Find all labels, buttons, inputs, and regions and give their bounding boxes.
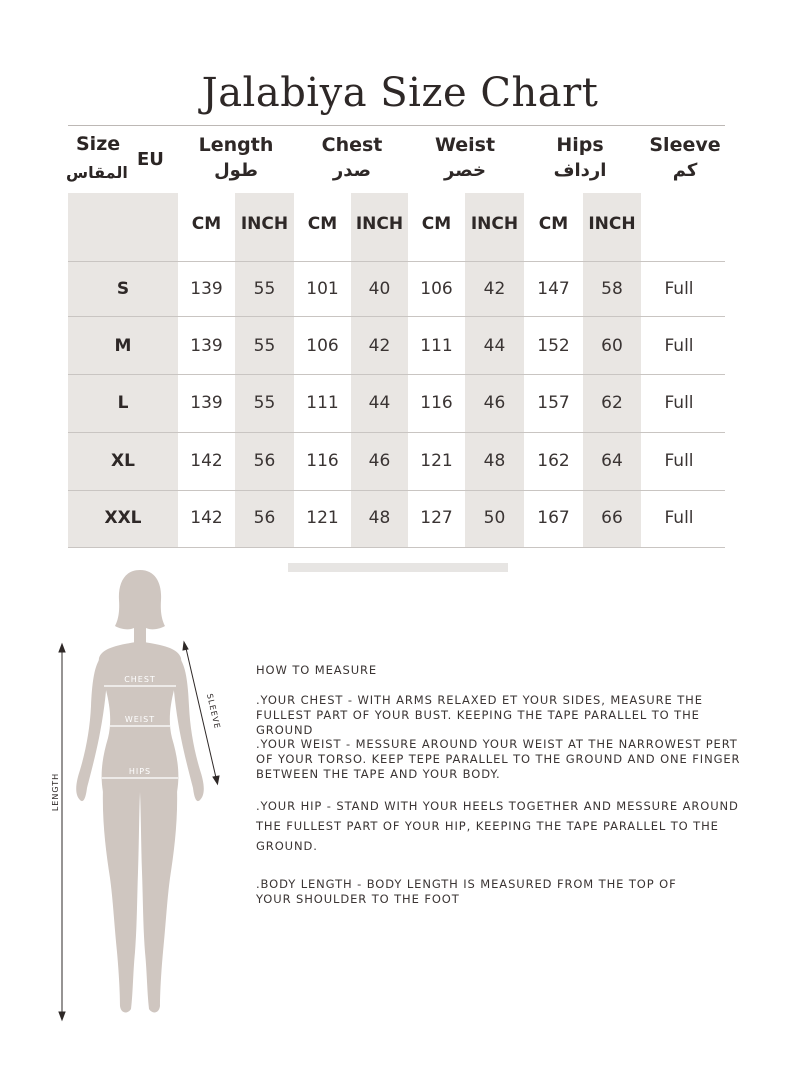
measurement-cell: 142 [190, 508, 223, 528]
measurement-cell: 55 [253, 279, 276, 299]
weist-header-arabic: خصر [444, 160, 486, 181]
unit-cm: CM [191, 214, 222, 234]
measurement-cell: 127 [420, 508, 453, 528]
unit-cm: CM [421, 214, 452, 234]
measurement-cell: 42 [368, 336, 391, 356]
page-title: Jalabiya Size Chart [201, 70, 599, 116]
measurement-cell: 121 [306, 508, 339, 528]
chest-figure-label: CHEST [124, 675, 156, 684]
measurement-cell: 106 [420, 279, 453, 299]
chest-header-arabic: صدر [332, 160, 372, 181]
measurement-cell: 139 [190, 393, 223, 413]
measurement-cell: 139 [190, 279, 223, 299]
hips-inch-shade [583, 193, 641, 548]
sleeve-header [642, 132, 728, 184]
body-silhouette [76, 570, 204, 1012]
row-divider [68, 374, 725, 375]
row-divider [68, 490, 725, 491]
unit-inch: INCH [355, 214, 404, 234]
sleeve-header-arabic: كم [672, 160, 698, 181]
sleeve-cell: Full [664, 279, 694, 299]
unit-inch: INCH [588, 214, 636, 234]
measurement-cell: 58 [601, 279, 623, 299]
sleeve-cell: Full [664, 508, 694, 528]
measurement-cell: 121 [420, 451, 453, 471]
length-arrow-head-bottom [59, 1012, 65, 1020]
weist-header-label: Weist [434, 134, 496, 156]
measurement-cell: 142 [190, 451, 223, 471]
unit-inch: INCH [240, 214, 289, 234]
row-divider [68, 547, 725, 548]
measurement-cell: 116 [420, 393, 453, 413]
hip-instruction-line-2: THE FULLEST PART OF YOUR HIP, KEEPING THE TAPE PARALLEL TO THE [256, 819, 719, 833]
hips-header [524, 132, 636, 184]
measurement-cell: 46 [368, 451, 391, 471]
size-header-arabic: المقاس [66, 163, 128, 182]
measurement-cell: 139 [190, 336, 223, 356]
measurement-cell: 157 [537, 393, 570, 413]
how-to-measure-heading: HOW TO MEASURE [256, 663, 378, 677]
unit-cm: CM [538, 214, 569, 234]
chest-header [296, 132, 408, 184]
sleeve-cell: Full [664, 336, 694, 356]
measurement-cell: 42 [483, 279, 506, 299]
size-column-shade [68, 193, 178, 548]
chest-inch-shade [351, 193, 408, 548]
measurement-cell: 167 [537, 508, 570, 528]
unit-cm: CM [307, 214, 338, 234]
hips-header-arabic: ارداف [553, 160, 607, 181]
chest-header-label: Chest [321, 134, 383, 156]
measurement-cell: 111 [420, 336, 453, 356]
length-arrow-head-top [59, 644, 65, 652]
measurement-cell: 55 [253, 393, 276, 413]
hip-instruction-line-3: GROUND. [256, 839, 318, 853]
measurement-cell: 44 [368, 393, 391, 413]
size-cell: M [114, 336, 132, 356]
sleeve-arrow-head-bottom [213, 776, 219, 784]
unit-inch: INCH [470, 214, 519, 234]
measurement-cell: 55 [253, 336, 276, 356]
weist-header [409, 132, 521, 184]
size-header-eu: EU [137, 149, 164, 170]
sleeve-arrow-head-top [183, 642, 188, 650]
measurement-cell: 64 [601, 451, 623, 471]
measurement-cell: 48 [483, 451, 506, 471]
row-divider [68, 316, 725, 317]
sleeve-cell: Full [664, 393, 694, 413]
hips-header-label: Hips [556, 134, 604, 156]
length-header [180, 132, 292, 184]
body-length-instruction: .BODY LENGTH - BODY LENGTH IS MEASURED FROM THE TOP OF YOUR SHOULDER TO THE FOOT [256, 877, 677, 906]
weist-figure-label: WEIST [124, 715, 156, 724]
length-inch-shade [235, 193, 294, 548]
measurement-cell: 147 [537, 279, 570, 299]
measurement-cell: 111 [306, 393, 339, 413]
row-divider [68, 432, 725, 433]
chest-instruction: .YOUR CHEST - WITH ARMS RELAXED ET YOUR SIDES, MEASURE THE FULLEST PART OF YOUR BUST. KEEPING THE TAPE PARALLEL TO THE GROUND [256, 693, 703, 737]
measurement-cell: 56 [253, 451, 276, 471]
size-cell: S [116, 279, 130, 299]
measurement-cell: 50 [483, 508, 506, 528]
size-cell: XXL [104, 508, 142, 528]
row-divider [68, 261, 725, 262]
length-header-label: Length [198, 134, 274, 156]
sleeve-figure-label: SLEEVE [204, 692, 222, 731]
length-header-arabic: طول [214, 160, 258, 181]
measurement-cell: 106 [306, 336, 339, 356]
measurement-cell: 66 [601, 508, 623, 528]
sleeve-cell: Full [664, 451, 694, 471]
weist-instruction: .YOUR WEIST - MESSURE AROUND YOUR WEIST AT THE NARROWEST PERT OF YOUR TORSO. KEEP TEPE PARALLEL TO THE GROUND AND ONE FINGER BETWEEN THE TAPE AND YOUR BODY. [256, 737, 741, 781]
measurement-cell: 152 [537, 336, 570, 356]
measurement-cell: 101 [306, 279, 339, 299]
measurement-cell: 44 [483, 336, 506, 356]
measurement-cell: 46 [483, 393, 506, 413]
hip-instruction-line-1: .YOUR HIP - STAND WITH YOUR HEELS TOGETHER AND MESSURE AROUND [256, 799, 739, 813]
length-figure-label: LENGTH [51, 772, 60, 812]
body-measurement-figure [40, 560, 250, 1030]
size-cell: XL [111, 451, 135, 471]
divider-bar [288, 563, 508, 572]
size-cell: L [117, 393, 129, 413]
measurement-cell: 48 [368, 508, 391, 528]
measurement-cell: 56 [253, 508, 276, 528]
hips-figure-label: HIPS [128, 767, 152, 776]
title-divider [68, 125, 725, 126]
measurement-cell: 162 [537, 451, 570, 471]
measurement-cell: 40 [368, 279, 391, 299]
sleeve-header-label: Sleeve [649, 134, 721, 156]
size-header-label: Size [76, 133, 121, 155]
measurement-cell: 60 [601, 336, 623, 356]
measurement-cell: 116 [306, 451, 339, 471]
weist-inch-shade [465, 193, 524, 548]
measurement-cell: 62 [601, 393, 623, 413]
